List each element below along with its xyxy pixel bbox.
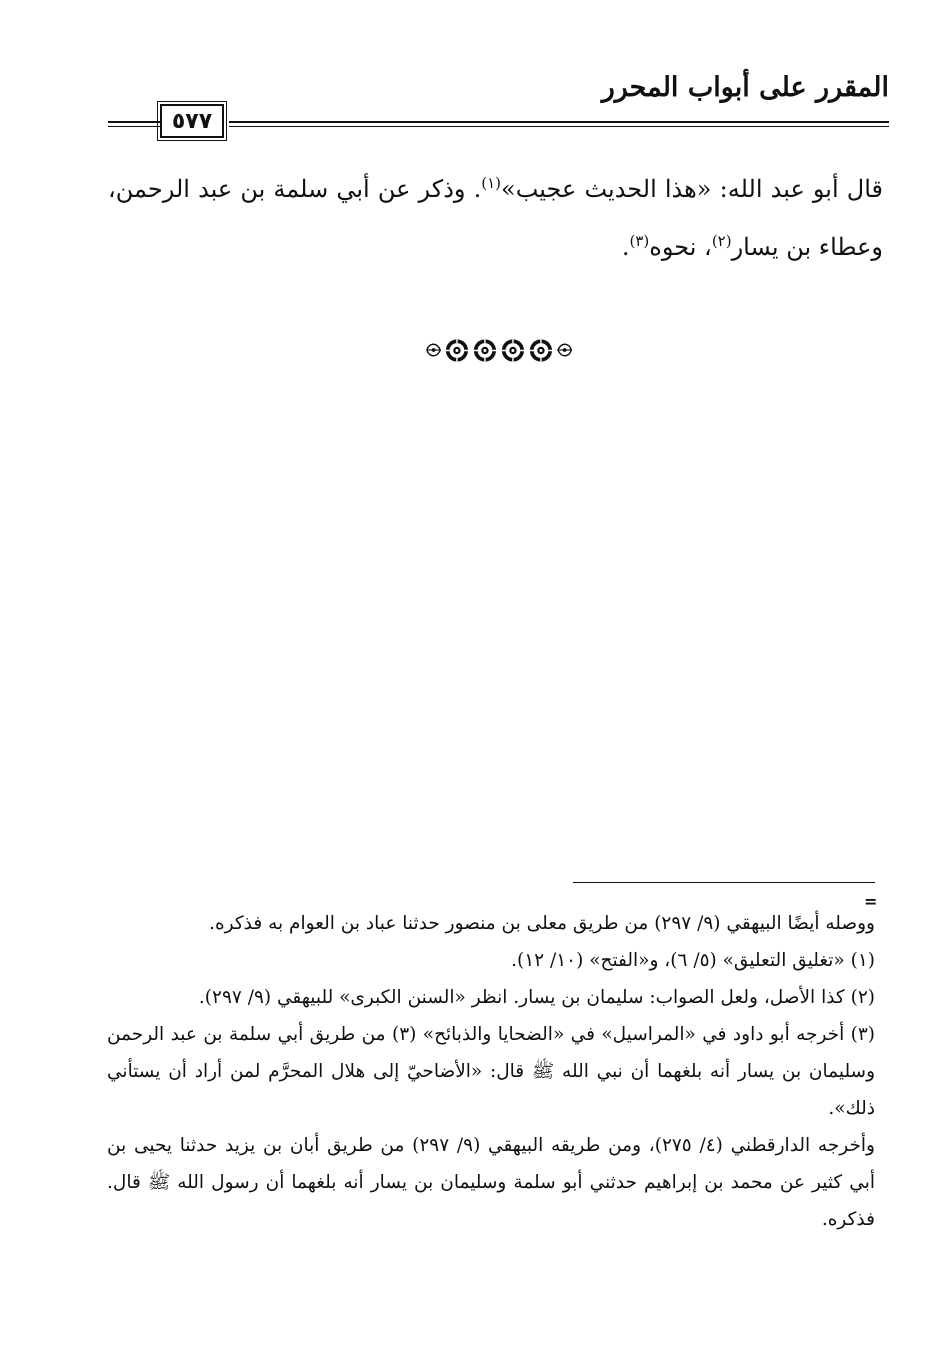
ornament-rosette-icon bbox=[500, 337, 526, 364]
header-rule bbox=[229, 126, 889, 127]
header-rule bbox=[108, 121, 160, 123]
page-header bbox=[0, 0, 941, 140]
main-paragraph bbox=[108, 160, 883, 276]
footnote-separator bbox=[573, 882, 875, 883]
footnote-1: (١) «تغليق التعليق» (٥/ ٦)، و«الفتح» (١٠/ ١٢). bbox=[511, 950, 875, 971]
main-text-segment: ، نحوه bbox=[649, 233, 712, 261]
ornament-end-icon bbox=[556, 339, 573, 361]
footnote-2: (٢) كذا الأصل، ولعل الصواب: سليمان بن يسار. انظر «السنن الكبرى» للبيهقي (٩/ ٢٩٧). bbox=[198, 987, 875, 1008]
running-title: المقرر على أبواب المحرر bbox=[601, 72, 889, 103]
floral-divider-icon bbox=[425, 333, 573, 367]
footnote-continuation: ووصله أيضًا البيهقي (٩/ ٢٩٧) من طريق معلى بن منصور حدثنا عباد بن العوام به فذكره. bbox=[209, 913, 875, 934]
footnotes bbox=[107, 905, 875, 1238]
main-text-segment: . وذكر عن أبي سلمة بن عبد الرحمن، وعطاء بن يسار bbox=[108, 175, 883, 261]
ornament-rosette-icon bbox=[528, 337, 554, 364]
ornament-end-icon bbox=[425, 339, 442, 361]
footnote-ref: (١) bbox=[481, 174, 502, 192]
page-number: ٥٧٧ bbox=[160, 104, 224, 138]
footnote-3: (٣) أخرجه أبو داود في «المراسيل» في «الضحايا والذبائح» (٣) من طريق أبي سلمة بن عبد الرحمن وسليمان بن يسار أنه بلغهما أن نبي الله ﷺ قال: «الأضاحيّ إلى هلال المحرَّم لمن أراد أن يستأني ذلك». bbox=[107, 1024, 876, 1119]
footnote-ref: (٣) bbox=[629, 232, 650, 250]
footnote-ref: (٢) bbox=[711, 232, 732, 250]
continuation-mark: = bbox=[864, 892, 878, 911]
header-rule bbox=[108, 126, 160, 127]
main-text-segment: . bbox=[621, 233, 630, 261]
footnote-3-continuation: وأخرجه الدارقطني (٤/ ٢٧٥)، ومن طريقه البيهقي (٩/ ٢٩٧) من طريق أبان بن يزيد حدثنا يحيى بن أبي كثير عن محمد بن إبراهيم حدثني أبو سلمة وسليمان بن يسار أنه بلغهما أن رسول الله ﷺ قال. فذكره. bbox=[107, 1135, 875, 1230]
ornament-rosette-icon bbox=[444, 337, 470, 364]
header-rule bbox=[229, 121, 889, 123]
ornament-rosette-icon bbox=[472, 337, 498, 364]
main-text-segment: قال أبو عبد الله: «هذا الحديث عجيب» bbox=[501, 175, 883, 203]
